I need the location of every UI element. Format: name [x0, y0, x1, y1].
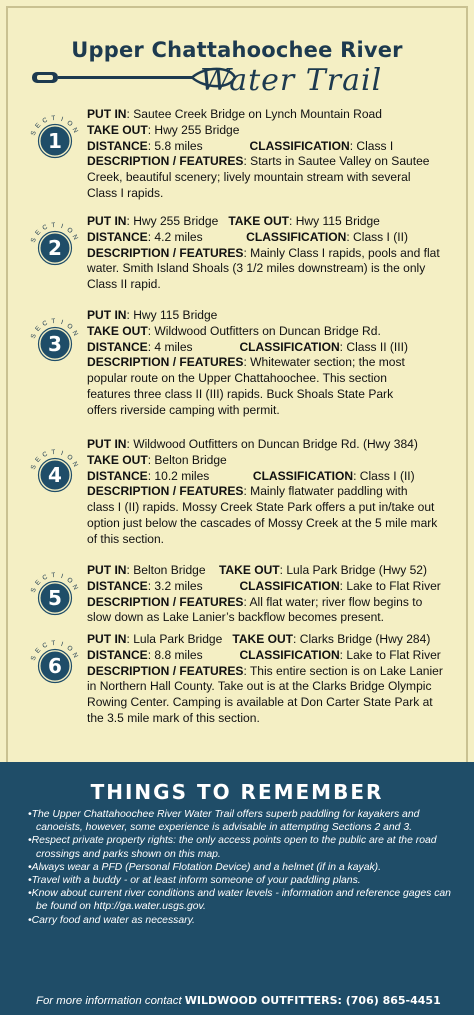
detail-line: [87, 469, 438, 485]
field-value: : Whitewater section; the most: [243, 355, 405, 370]
svg-text:C: C: [41, 450, 49, 459]
list-item: • The Upper Chattahoochee River Water Trail offers superb paddling for kayakers and canoeists, however, some experience is advisable in attempting Sections 2 and 3.: [28, 808, 452, 834]
field-label: CLASSIFICATION: [239, 339, 340, 354]
header: [0, 30, 474, 100]
detail-line: [87, 355, 438, 371]
page-subtitle: Water Trail: [200, 63, 383, 98]
field-value: : Class I: [349, 138, 394, 153]
field-label: DISTANCE: [87, 339, 148, 354]
detail-line: [87, 500, 438, 516]
detail-line: [87, 230, 438, 246]
svg-text:E: E: [34, 455, 43, 464]
field-value: option just below the cascades of Mossy Creek at the 5 mile mark: [87, 515, 438, 530]
section-badge: [30, 568, 80, 624]
svg-text:I: I: [60, 222, 64, 231]
field-value: : Clarks Bridge (Hwy 284): [293, 632, 431, 646]
field-label: PUT IN: [87, 308, 127, 322]
field-label: DISTANCE: [87, 647, 148, 662]
svg-text:E: E: [34, 324, 43, 333]
section-details: [87, 214, 438, 293]
field-value: : Wildwood Outfitters on Duncan Bridge Rd.: [147, 323, 381, 338]
svg-text:C: C: [41, 116, 49, 125]
field-label: TAKE OUT: [228, 214, 290, 228]
svg-text:T: T: [51, 114, 56, 123]
field-label: DESCRIPTION / FEATURES: [87, 484, 244, 499]
section-badge: [30, 636, 80, 692]
svg-text:O: O: [65, 322, 74, 332]
svg-text:S: S: [30, 587, 38, 594]
field-label: CLASSIFICATION: [246, 229, 347, 244]
field-value: : Class I (II): [353, 468, 415, 483]
field-value: Rowing Center. Camping is available at Don Carter State Park at: [87, 695, 433, 710]
field-value: : Starts in Sautee Valley on Sautee: [243, 154, 430, 169]
svg-text:T: T: [51, 221, 56, 230]
field-value: Creek, beautiful scenery; lively mountain stream with several: [87, 170, 411, 185]
detail-line: [87, 663, 443, 680]
field-label: DESCRIPTION / FEATURES: [87, 355, 244, 370]
detail-line: [87, 139, 438, 155]
section-number: 6: [48, 654, 62, 678]
svg-text:O: O: [65, 119, 74, 129]
svg-text:T: T: [51, 317, 56, 326]
field-label: DISTANCE: [87, 468, 148, 483]
field-value: : All flat water; river flow begins to: [243, 594, 423, 609]
field-value: Class I rapids.: [87, 185, 164, 200]
svg-text:E: E: [34, 578, 43, 587]
field-value: : Belton Bridge: [126, 563, 219, 577]
field-value: : Mainly Class I rapids, pools and flat: [243, 245, 440, 260]
detail-line: [87, 261, 438, 277]
section-badge: [30, 445, 80, 501]
detail-line: [87, 170, 438, 186]
svg-text:T: T: [51, 448, 56, 457]
field-value: : Hwy 115 Bridge: [126, 308, 218, 322]
footer-text: For more information contact: [36, 995, 185, 1007]
list-item: • Always wear a PFD (Personal Flotation Device) and a helmet (if in a kayak).: [28, 861, 452, 874]
svg-text:S: S: [30, 130, 38, 137]
field-label: PUT IN: [87, 437, 127, 451]
svg-text:C: C: [41, 641, 49, 650]
svg-text:O: O: [65, 226, 74, 236]
field-label: DESCRIPTION / FEATURES: [87, 154, 244, 169]
svg-text:E: E: [34, 121, 43, 130]
list-item: • Travel with a buddy - or at least inform someone of your paddling plans.: [28, 874, 452, 887]
detail-line: [87, 246, 438, 262]
list-item: • Carry food and water as necessary.: [28, 914, 452, 927]
detail-line: [87, 595, 438, 611]
svg-text:C: C: [41, 319, 49, 328]
field-value: : 4 miles: [147, 339, 240, 354]
field-label: DISTANCE: [87, 229, 148, 244]
detail-line: [87, 324, 438, 340]
field-label: CLASSIFICATION: [239, 647, 340, 662]
field-value: : Hwy 255 Bridge: [147, 122, 240, 137]
svg-text:C: C: [41, 223, 49, 232]
svg-text:T: T: [51, 571, 56, 580]
field-label: DESCRIPTION / FEATURES: [87, 594, 244, 609]
field-value: water. Smith Island Shoals (3 1/2 miles downstream) is the only: [87, 261, 426, 276]
section-number: 4: [48, 463, 62, 487]
field-label: TAKE OUT: [87, 323, 148, 338]
svg-text:E: E: [34, 646, 43, 655]
detail-line: [87, 516, 438, 532]
field-label: PUT IN: [87, 563, 127, 577]
section-details: [87, 437, 438, 548]
list-item: • Know about current river conditions and water levels - information and reference gages can be found on http://ga.water.usgs.gov.: [28, 887, 452, 913]
section-number: 2: [48, 236, 62, 260]
field-value: : Belton Bridge: [147, 452, 227, 467]
svg-text:S: S: [30, 655, 38, 662]
detail-line: [87, 340, 438, 356]
field-value: : Hwy 255 Bridge: [126, 214, 229, 228]
field-value: : Class I (II): [346, 229, 408, 244]
field-label: TAKE OUT: [232, 632, 294, 646]
detail-line: [87, 610, 438, 626]
section-badge: [30, 314, 80, 370]
svg-text:N: N: [70, 233, 80, 242]
svg-text:I: I: [60, 640, 64, 649]
page-title: Upper Chattahoochee River: [71, 38, 403, 62]
section-number: 3: [48, 332, 62, 356]
remember-list: [28, 808, 452, 927]
field-value: : 5.8 miles: [147, 138, 250, 153]
field-value: offers riverside camping with permit.: [87, 402, 280, 417]
detail-line: [87, 647, 441, 664]
field-value: Class II rapid.: [87, 277, 161, 292]
field-value: the 3.5 mile mark of this section.: [87, 710, 260, 725]
field-value: class I (II) rapids. Mossy Creek State Park offers a put in/take out: [87, 500, 435, 515]
section-badge: [30, 218, 80, 274]
detail-line: [87, 437, 438, 453]
svg-text:C: C: [41, 573, 49, 582]
svg-text:O: O: [65, 576, 74, 586]
detail-line: [87, 532, 438, 548]
svg-text:I: I: [60, 572, 64, 581]
svg-text:S: S: [30, 464, 38, 471]
section-details: [87, 632, 443, 727]
field-value: : Lake to Flat River: [339, 647, 441, 662]
field-label: DISTANCE: [87, 578, 148, 593]
svg-text:N: N: [70, 583, 80, 592]
field-value: : 8.8 miles: [147, 647, 240, 662]
section-details: [87, 107, 438, 202]
svg-text:N: N: [70, 329, 80, 338]
detail-line: [87, 277, 438, 293]
detail-line: [87, 123, 438, 139]
svg-text:O: O: [65, 453, 74, 463]
detail-line: [87, 695, 438, 711]
detail-line: [87, 186, 438, 202]
field-label: DISTANCE: [87, 138, 148, 153]
field-label: TAKE OUT: [87, 122, 148, 137]
detail-line: [87, 403, 438, 419]
field-value: : Mainly flatwater paddling with: [243, 484, 408, 499]
field-value: : 4.2 miles: [147, 229, 247, 244]
field-value: in Northern Hall County. Take out is at the Clarks Bridge Olympic: [87, 679, 432, 694]
detail-line: [87, 632, 438, 648]
field-value: : Lula Park Bridge (Hwy 52): [279, 563, 428, 577]
detail-line: [87, 214, 438, 230]
detail-line: [87, 578, 441, 595]
field-label: PUT IN: [87, 214, 127, 228]
detail-line: [87, 563, 438, 579]
svg-text:I: I: [60, 115, 64, 124]
detail-line: [87, 679, 438, 695]
list-item: • Respect private property rights: the only access points open to the public are at the road crossings and parks shown on this map.: [28, 834, 452, 860]
svg-text:N: N: [70, 651, 80, 660]
section-details: [87, 563, 441, 626]
field-value: : Lake to Flat River: [339, 578, 441, 593]
svg-text:I: I: [60, 318, 64, 327]
detail-line: [87, 484, 438, 500]
remember-title: THINGS TO REMEMBER: [90, 780, 384, 804]
field-value: popular route on the Upper Chattahoochee. This section: [87, 371, 387, 386]
detail-line: [87, 107, 438, 123]
field-value: : Sautee Creek Bridge on Lynch Mountain Road: [126, 107, 382, 121]
section-badge: [30, 111, 80, 167]
svg-text:O: O: [65, 644, 74, 654]
field-value: of this section.: [87, 531, 165, 546]
detail-line: [87, 308, 438, 324]
field-value: features three class II (III) rapids. Buck Shoals State Park: [87, 386, 394, 401]
detail-line: [87, 371, 438, 387]
detail-line: [87, 453, 438, 469]
field-value: : Class II (III): [339, 339, 408, 354]
field-label: DESCRIPTION / FEATURES: [87, 245, 244, 260]
field-label: DESCRIPTION / FEATURES: [87, 663, 244, 678]
field-value: slow down as Lake Lanier’s backflow becomes present.: [87, 610, 384, 625]
field-value: : Hwy 115 Bridge: [289, 214, 380, 228]
svg-text:E: E: [34, 228, 43, 237]
detail-line: [87, 711, 438, 727]
field-value: : Wildwood Outfitters on Duncan Bridge Rd. (Hwy 384): [126, 437, 418, 451]
svg-text:S: S: [30, 237, 38, 244]
svg-text:S: S: [30, 333, 38, 340]
svg-text:N: N: [70, 460, 80, 469]
field-label: TAKE OUT: [87, 452, 148, 467]
field-label: PUT IN: [87, 632, 127, 646]
footer-contact: WILDWOOD OUTFITTERS: (706) 865-4451: [184, 994, 441, 1007]
field-label: CLASSIFICATION: [239, 578, 340, 593]
svg-text:N: N: [70, 126, 80, 135]
field-label: PUT IN: [87, 107, 127, 121]
field-value: : 10.2 miles: [147, 468, 253, 483]
detail-line: [87, 154, 438, 170]
section-number: 1: [48, 129, 62, 153]
svg-text:I: I: [60, 449, 64, 458]
field-value: : 3.2 miles: [147, 578, 240, 593]
svg-text:T: T: [51, 639, 56, 648]
section-details: [87, 308, 438, 419]
field-label: CLASSIFICATION: [252, 468, 354, 483]
field-value: : Lula Park Bridge: [126, 632, 233, 646]
field-value: : This entire section is on Lake Lanier: [243, 663, 443, 678]
detail-line: [87, 387, 438, 403]
contact-footer: [36, 994, 456, 1007]
section-number: 5: [48, 586, 62, 610]
field-label: TAKE OUT: [218, 563, 280, 577]
field-label: CLASSIFICATION: [249, 138, 350, 153]
things-to-remember-panel: [0, 762, 474, 1015]
